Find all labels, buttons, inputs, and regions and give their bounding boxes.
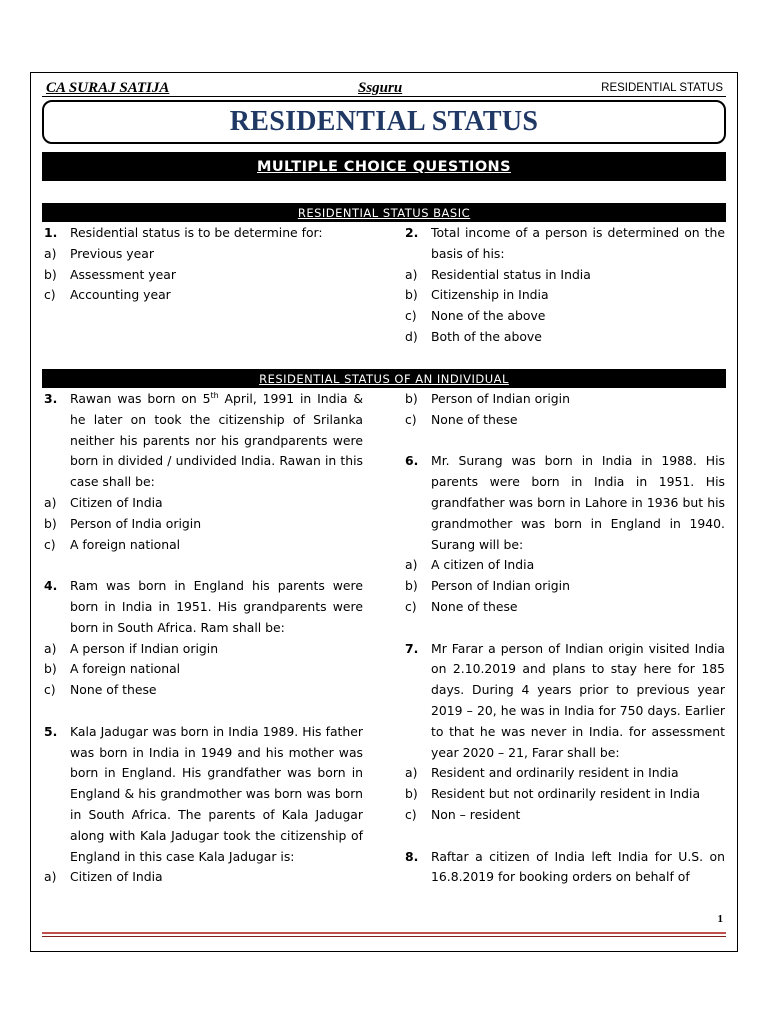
option: a) Previous year	[44, 245, 154, 261]
footer-rule	[42, 932, 726, 934]
question-1	[44, 223, 366, 244]
question-text: Mr Farar a person of Indian origin visited India on 2.10.2019 and plans to stay here for 185 days. During 4 years prior to previous year 2019 – 20, he was in India for 750 days. Earlier to that he was never in India. for assessment year 2020 – 21, Farar shall be:	[431, 640, 725, 760]
option: b) Resident but not ordinarily resident in India	[405, 786, 701, 802]
basic-left-column	[44, 223, 366, 306]
section-title-individual: RESIDENTIAL STATUS OF AN INDIVIDUAL	[259, 371, 509, 386]
option: b) Person of Indian origin	[405, 578, 570, 594]
question-5	[44, 722, 363, 868]
basic-right-column	[405, 223, 725, 348]
question-6	[405, 451, 725, 555]
page-title: RESIDENTIAL STATUS	[229, 106, 539, 137]
individual-left-column	[44, 389, 363, 888]
title-box	[42, 100, 726, 144]
option: b) Person of India origin	[44, 515, 202, 531]
option: d) Both of the above	[405, 328, 542, 344]
header-rule	[42, 96, 726, 97]
question-number: 2.	[405, 225, 419, 240]
option: c) None of these	[44, 682, 157, 698]
question-number: 7.	[405, 640, 419, 656]
question-text: Total income of a person is determined on the basis of his:	[431, 225, 725, 261]
question-2	[405, 223, 725, 265]
question-number: 5.	[44, 723, 58, 739]
option: b) Assessment year	[44, 266, 176, 282]
question-number: 1.	[44, 225, 58, 240]
section-title-basic: RESIDENTIAL STATUS BASIC	[297, 205, 471, 220]
question-number: 6.	[405, 453, 419, 469]
question-text: Ram was born in England his parents were born in India in 1951. His grandparents were born in South Africa. Ram shall be:	[70, 578, 363, 635]
question-text: Kala Jadugar was born in India 1989. His father was born in India in 1949 and his mother was born in England. His grandfather was born in England & his grandmother was born was born in South Africa. The parents of Kala Jadugar along with Kala Jadugar took the citizenship of England in this case Kala Jadugar is:	[70, 723, 363, 864]
option: c) A foreign national	[44, 536, 181, 552]
option: b) Citizenship in India	[405, 287, 549, 303]
header-author: CA SURAJ SATIJA	[46, 80, 170, 96]
question-8	[405, 847, 725, 889]
question-3	[44, 389, 363, 493]
option: a) Citizen of India	[44, 494, 163, 510]
question-text: Raftar a citizen of India left India for U.S. on 16.8.2019 for booking orders on behalf of	[431, 848, 725, 885]
header-topic: RESIDENTIAL STATUS	[601, 82, 723, 94]
mcq-banner-label: MULTIPLE CHOICE QUESTIONS	[257, 158, 511, 175]
header-brand: Ssguru	[358, 80, 403, 96]
option: b) A foreign national	[44, 661, 181, 677]
option: c) Accounting year	[44, 287, 171, 303]
section-bar-individual	[42, 369, 726, 388]
option: a) Residential status in India	[405, 266, 591, 282]
option: a) A person if Indian origin	[44, 640, 219, 656]
option: c) None of the above	[405, 308, 546, 324]
individual-right-column	[405, 389, 725, 888]
question-text: Rawan was born on 5th April, 1991 in India & he later on took the citizenship of Srilanka neither his parents nor his grandparents were born in divided / undivided India. Rawan in this case shall be:	[70, 390, 363, 490]
option: a) Resident and ordinarily resident in India	[405, 765, 679, 781]
question-7	[405, 639, 725, 764]
page-number: 1	[717, 913, 723, 925]
mcq-banner	[42, 152, 726, 181]
question-text: Mr. Surang was born in India in 1988. His parents were born in India in 1951. His grandfather was born in Lahore in 1936 but his grandmother was born in England in 1940. Surang will be:	[431, 453, 725, 552]
option: c) Non – resident	[405, 806, 521, 822]
option: c) None of these	[405, 598, 518, 614]
section-bar-basic	[42, 203, 726, 222]
question-number: 4.	[44, 578, 58, 594]
question-text: Residential status is to be determine for:	[70, 225, 323, 240]
footer-rule-thin	[42, 936, 726, 937]
question-4	[44, 576, 363, 638]
option: a) Citizen of India	[44, 869, 163, 885]
question-number: 3.	[44, 391, 58, 406]
option: c) None of these	[405, 411, 518, 427]
question-number: 8.	[405, 848, 419, 864]
option: a) A citizen of India	[405, 557, 535, 573]
option: b) Person of Indian origin	[405, 391, 570, 406]
